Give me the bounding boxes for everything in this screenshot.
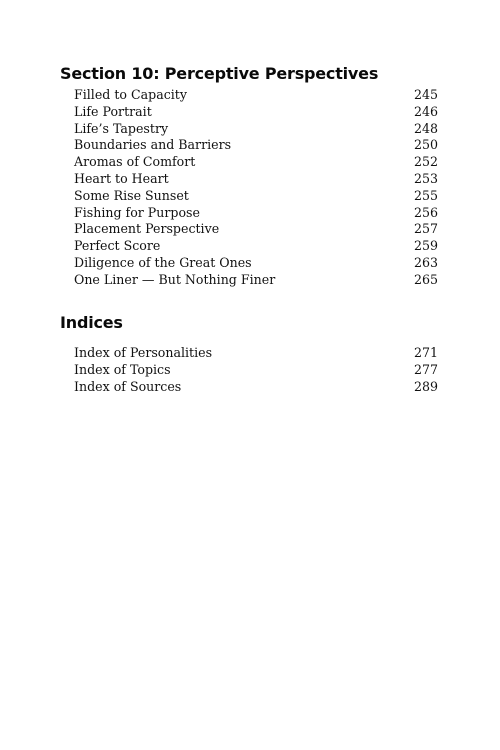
toc-entry-title: Fishing for Purpose [74, 204, 200, 220]
toc-entry-page: 289 [413, 378, 438, 394]
toc-entry-title: One Liner — But Nothing Finer [74, 271, 276, 287]
toc-entry-title: Boundaries and Barriers [74, 137, 232, 153]
toc-entry-page: 256 [413, 204, 438, 220]
toc-entry [60, 345, 438, 362]
toc-entry-title: Life’s Tapestry [74, 120, 169, 136]
toc-entry [60, 379, 438, 396]
toc-entry-page: 263 [413, 254, 438, 270]
toc-section-perceptive-perspectives [60, 64, 438, 289]
toc-entry [60, 362, 438, 379]
toc-entry-title: Placement Perspective [74, 221, 220, 237]
toc-entry [60, 188, 438, 205]
toc-entry [60, 121, 438, 138]
section-heading: Section 10: Perceptive Perspectives [60, 64, 379, 83]
toc-entry-page: 265 [413, 271, 438, 287]
toc-entry [60, 104, 438, 121]
toc-entry-list [60, 87, 438, 289]
toc-entry-page: 257 [413, 221, 438, 237]
toc-entry-title: Aromas of Comfort [74, 154, 196, 170]
toc-entry-page: 248 [413, 120, 438, 136]
toc-entry-title: Diligence of the Great Ones [74, 254, 252, 270]
toc-entry-title: Index of Personalities [74, 345, 213, 360]
toc-entry-page: 246 [413, 103, 438, 119]
toc-entry [60, 171, 438, 188]
toc-entry-page: 271 [413, 345, 438, 360]
toc-entry-page: 253 [413, 170, 438, 186]
toc-entry [60, 154, 438, 171]
toc-entry-title: Some Rise Sunset [74, 187, 189, 203]
toc-entry-title: Life Portrait [74, 103, 152, 119]
toc-entry-page: 259 [413, 238, 438, 254]
toc-entry [60, 87, 438, 104]
toc-entry [60, 238, 438, 255]
toc-entry-page: 245 [413, 87, 438, 102]
toc-entry [60, 255, 438, 272]
section-heading: Indices [60, 313, 123, 332]
toc-entry-list [60, 345, 438, 395]
toc-entry-title: Filled to Capacity [74, 87, 187, 102]
toc-entry-page: 255 [413, 187, 438, 203]
toc-entry [60, 205, 438, 222]
toc-entry [60, 272, 438, 289]
toc-entry-title: Index of Sources [74, 378, 182, 394]
toc-section-indices [60, 313, 438, 395]
toc-entry-title: Heart to Heart [74, 170, 169, 186]
toc-entry-title: Perfect Score [74, 238, 161, 254]
toc-entry [60, 221, 438, 238]
toc-entry-title: Index of Topics [74, 361, 171, 377]
toc-entry-page: 250 [413, 137, 438, 153]
toc-entry-page: 277 [413, 361, 438, 377]
toc-entry [60, 137, 438, 154]
toc-entry-page: 252 [413, 154, 438, 170]
